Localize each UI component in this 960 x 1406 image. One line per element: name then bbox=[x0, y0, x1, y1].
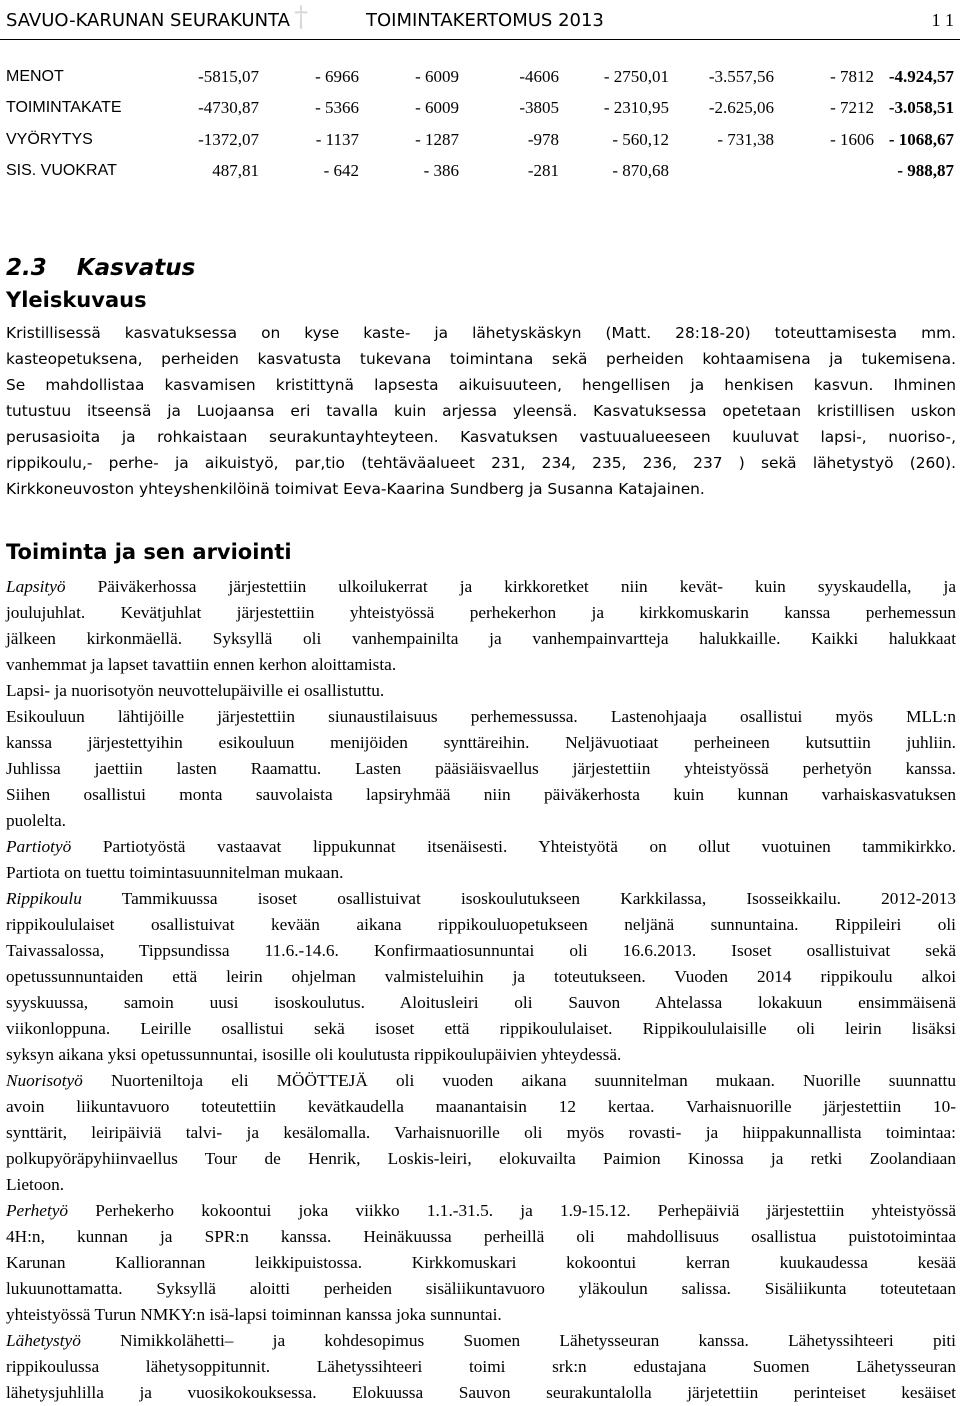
text-line bbox=[6, 574, 956, 600]
line-text: jälkeen kirkonmäellä. Syksyllä oli vanhempainilta ja vanhempainvartteja halukkaille. Kaikki halukkaat bbox=[6, 629, 956, 648]
text-line bbox=[6, 886, 956, 912]
text-line bbox=[6, 1068, 956, 1094]
text-line bbox=[6, 834, 956, 860]
line-text: rippikoulussa lähetysoppitunnit. Lähetyssihteeri toimi srk:n edustajana Suomen Lähetysseuran bbox=[6, 1357, 956, 1376]
table-cell: -4730,87 bbox=[198, 98, 259, 118]
text-line: rippikoulu,- perhe- ja aikuistyö, par,tio (tehtäväalueet 231, 234, 235, 236, 237 ) sekä lähetystyö (260). bbox=[6, 454, 956, 472]
row-label: SIS. VUOKRAT bbox=[6, 162, 117, 180]
line-text: rippikoululaiset osallistuivat kevään aikana rippikouluopetukseen neljänä sunnuntaina. Rippileiri oli bbox=[6, 915, 956, 934]
table-cell: - 2750,01 bbox=[603, 66, 669, 86]
section-heading bbox=[6, 255, 195, 281]
table-row bbox=[0, 93, 960, 125]
text-line bbox=[6, 808, 956, 834]
table-cell: -4.924,57 bbox=[888, 66, 954, 86]
line-text: Nimikkolähetti– ja kohdesopimus Suomen Lähetysseuran kanssa. Lähetyssihteeri piti bbox=[80, 1331, 956, 1350]
table-cell: -3805 bbox=[519, 98, 559, 118]
table-cell: - 642 bbox=[323, 161, 359, 181]
row-label: TOIMINTAKATE bbox=[6, 99, 122, 117]
line-text: lukuunottamatta. Syksyllä aloitti perheiden sisäliikuntavuoro yläkoulun salissa. Sisäliikunta toteutetaan bbox=[6, 1279, 956, 1298]
table-row bbox=[0, 124, 960, 156]
table-cell: - 1137 bbox=[315, 129, 359, 149]
table-cell: - 2310,95 bbox=[603, 98, 669, 118]
table-cell: - 731,38 bbox=[717, 129, 774, 149]
line-text: Päiväkerhossa järjestettiin ulkoilukerrat ja kirkkoretket niin kevät- kuin syyskaudella, ja bbox=[65, 577, 956, 596]
text-line bbox=[6, 912, 956, 938]
line-text: Karunan Kalliorannan leikkipuistossa. Kirkkomuskari kokoontui kerran kuukaudessa kesää bbox=[6, 1253, 956, 1272]
table-cell: - 5366 bbox=[315, 98, 359, 118]
table-row bbox=[0, 61, 960, 93]
finance-table bbox=[0, 61, 960, 187]
line-text: avoin liikuntavuoro toteutettiin kevätkaudella maanantaisin 12 kertaa. Varhaisnuorille järjestettiin 10- bbox=[6, 1097, 956, 1116]
line-text: Taivassalossa, Tippsundissa 11.6.-14.6. Konfirmaatiosunnuntai oli 16.6.2013. Isoset osallistuivat sekä bbox=[6, 941, 956, 960]
page-header bbox=[6, 0, 954, 40]
line-text: kanssa järjestettyihin esikouluun menijöiden synttäreihin. Neljävuotiaat perheineen kutsuttiin juhliin. bbox=[6, 733, 956, 752]
table-row bbox=[0, 156, 960, 188]
activity-heading: Toiminta ja sen arviointi bbox=[6, 540, 292, 564]
line-text: joulujuhlat. Kevätjuhlat järjestettiin yhteistyössä perhekerhon ja kirkkomuskarin kanssa perhemessun bbox=[6, 603, 956, 622]
table-cell: -281 bbox=[527, 161, 559, 181]
table-cell: -4606 bbox=[519, 66, 559, 86]
line-text: Lapsi- ja nuorisotyön neuvottelupäiville ei osallistuttu. bbox=[6, 681, 385, 700]
text-line bbox=[6, 756, 956, 782]
line-text: Esikouluun lähtijöille järjestettiin siunaustilaisuus perhemessussa. Lastenohjaaja osallistui myös MLL:n bbox=[6, 707, 956, 726]
table-cell: - 6009 bbox=[415, 66, 459, 86]
table-cell: -978 bbox=[527, 129, 559, 149]
line-text: syyskuussa, samoin uusi isoskoulutus. Aloitusleiri oli Sauvon Ahtelassa lokakuun ensimmäisenä bbox=[6, 993, 956, 1012]
table-cell: -2.625,06 bbox=[708, 98, 774, 118]
section-number: 2.3 bbox=[6, 255, 47, 281]
text-line bbox=[6, 1198, 956, 1224]
text-line bbox=[6, 730, 956, 756]
text-line: kasteopetuksena, perheiden kasvatusta tukevana toimintana sekä perheiden kohtaamisena ja tukemisena. bbox=[6, 350, 956, 368]
topic-label: Lapsityö bbox=[6, 577, 66, 596]
line-text: Juhlissa jaettiin lasten Raamattu. Lasten pääsiäisvaellus järjestettiin yhteistyössä perhetyön kanssa. bbox=[6, 759, 956, 778]
text-line bbox=[6, 1276, 956, 1302]
table-cell: -3.058,51 bbox=[888, 98, 954, 118]
activity-text bbox=[6, 574, 956, 1406]
organization-name: SAVUO-KARUNAN SEURAKUNTA bbox=[6, 10, 290, 31]
line-text: 4H:n, kunnan ja SPR:n kanssa. Heinäkuussa perheillä oli mahdollisuus osallistua puistotoimintaa bbox=[6, 1227, 956, 1246]
topic-label: Rippikoulu bbox=[6, 889, 82, 908]
topic-label: Nuorisotyö bbox=[6, 1071, 83, 1090]
text-line bbox=[6, 678, 956, 704]
text-line bbox=[6, 1302, 956, 1328]
text-line bbox=[6, 938, 956, 964]
text-line bbox=[6, 1380, 956, 1406]
table-cell bbox=[675, 156, 780, 188]
table-cell: - 1068,67 bbox=[888, 129, 954, 149]
line-text: Partiotyöstä vastaavat lippukunnat itsenäisesti. Yhteistyötä on ollut vuotuinen tammikirkko. bbox=[71, 837, 956, 856]
line-text: Partiota on tuettu toimintasuunnitelman mukaan. bbox=[6, 863, 344, 882]
line-text: Perhekerho kokoontui joka viikko 1.1.-31.5. ja 1.9-15.12. Perhepäiviä järjestettiin yhteistyössä bbox=[68, 1201, 956, 1220]
text-line bbox=[6, 964, 956, 990]
text-line bbox=[6, 990, 956, 1016]
line-text: lähetysjuhlilla ja vuosikokouksessa. Elokuussa Sauvon seurakuntalolla järjetettiin perinteiset kesäiset bbox=[6, 1383, 956, 1402]
text-line bbox=[6, 1146, 956, 1172]
table-cell: - 1606 bbox=[830, 129, 874, 149]
topic-label: Perhetyö bbox=[6, 1201, 69, 1220]
text-line bbox=[6, 652, 956, 678]
table-cell: - 870,68 bbox=[612, 161, 669, 181]
line-text: Nuorteniltoja eli MÖÖTTEJÄ oli vuoden aikana suunnitelman mukaan. Nuorille suunnattu bbox=[82, 1071, 956, 1090]
row-label: VYÖRYTYS bbox=[6, 130, 93, 148]
table-cell: - 988,87 bbox=[897, 161, 954, 181]
table-cell: -5815,07 bbox=[198, 66, 259, 86]
line-text: Tammikuussa isoset osallistuivat isoskoulutukseen Karkkilassa, Isosseikkailu. 2012-2013 bbox=[81, 889, 956, 908]
table-cell bbox=[780, 156, 880, 188]
line-text: viikonloppuna. Leirille osallistui sekä isoset että rippikoululaiset. Rippikoululaisille oli leirin lisäksi bbox=[6, 1019, 956, 1038]
table-cell: - 7212 bbox=[830, 98, 874, 118]
line-text: syksyn aikana yksi opetussunnuntai, isosille oli koulutusta rippikoulupäivien yhteydessä. bbox=[6, 1045, 622, 1064]
line-text: vanhemmat ja lapset tavattiin ennen kerhon aloittamista. bbox=[6, 655, 397, 674]
table-cell: 487,81 bbox=[212, 161, 259, 181]
topic-label: Partiotyö bbox=[6, 837, 72, 856]
table-cell: - 560,12 bbox=[612, 129, 669, 149]
cross-icon: † bbox=[294, 0, 308, 33]
text-line bbox=[6, 704, 956, 730]
text-line bbox=[6, 1354, 956, 1380]
line-text: Siihen osallistui monta sauvolaista lapsiryhmää niin päiväkerhosta kuin kunnan varhaiskasvatuksen bbox=[6, 785, 956, 804]
page-number: 1 1 bbox=[931, 10, 954, 30]
table-cell: - 386 bbox=[423, 161, 459, 181]
line-text: polkupyöräpyhiinvaellus Tour de Henrik, Loskis-leiri, elokuvailta Paimion Kinossa ja retki Zoolandiaan bbox=[6, 1149, 956, 1168]
text-line: tutustuu itseensä ja Luojaansa eri tavalla kuin arjessa yleensä. Kasvatuksessa opetetaan kristillisen uskon bbox=[6, 402, 956, 420]
text-line bbox=[6, 1094, 956, 1120]
section-title: Kasvatus bbox=[76, 255, 196, 281]
text-line bbox=[6, 1016, 956, 1042]
document-title: TOIMINTAKERTOMUS 2013 bbox=[366, 10, 604, 31]
text-line: perusasioita ja rohkaistaan seurakuntayhteyteen. Kasvatuksen vastuualueeseen kuuluvat lapsi-, nuoriso-, bbox=[6, 428, 956, 446]
text-line bbox=[6, 1250, 956, 1276]
table-cell: - 6009 bbox=[415, 98, 459, 118]
table-cell: - 7812 bbox=[830, 66, 874, 86]
line-text: puolelta. bbox=[6, 811, 66, 830]
text-line: Kristillisessä kasvatuksessa on kyse kaste- ja lähetyskäskyn (Matt. 28:18-20) toteuttamisesta mm. bbox=[6, 324, 956, 342]
line-text: opetussunnuntaiden että leirin ohjelman valmisteluihin ja toteutukseen. Vuoden 2014 rippikoulu alkoi bbox=[6, 967, 956, 986]
text-line bbox=[6, 860, 956, 886]
line-text: Lietoon. bbox=[6, 1175, 65, 1194]
overview-text bbox=[6, 320, 956, 502]
text-line: Se mahdollistaa kasvamisen kristittynä lapsesta aikuisuuteen, hengellisen ja henkisen kasvun. Ihminen bbox=[6, 376, 956, 394]
text-line bbox=[6, 626, 956, 652]
row-label: MENOT bbox=[6, 67, 64, 85]
table-cell: -1372,07 bbox=[198, 129, 259, 149]
text-line bbox=[6, 1042, 956, 1068]
line-text: yhteistyössä Turun NMKY:n isä-lapsi toiminnan kanssa joka sunnuntai. bbox=[6, 1305, 502, 1324]
table-cell: - 6966 bbox=[315, 66, 359, 86]
text-line bbox=[6, 1328, 956, 1354]
text-line bbox=[6, 1224, 956, 1250]
text-line bbox=[6, 600, 956, 626]
table-cell: -3.557,56 bbox=[708, 66, 774, 86]
table-cell: - 1287 bbox=[415, 129, 459, 149]
text-line bbox=[6, 1172, 956, 1198]
line-text: synttärit, leiripäiviä talvi- ja kesälomalla. Varhaisnuorille oli myös rovasti- ja hiippakunnallista toimintaa: bbox=[6, 1123, 956, 1142]
text-line bbox=[6, 782, 956, 808]
header-divider bbox=[0, 39, 960, 40]
overview-heading: Yleiskuvaus bbox=[6, 288, 147, 312]
text-line bbox=[6, 1120, 956, 1146]
topic-label: Lähetystyö bbox=[6, 1331, 81, 1350]
text-line: Kirkkoneuvoston yhteyshenkilöinä toimivat Eeva-Kaarina Sundberg ja Susanna Katajainen. bbox=[6, 480, 705, 498]
